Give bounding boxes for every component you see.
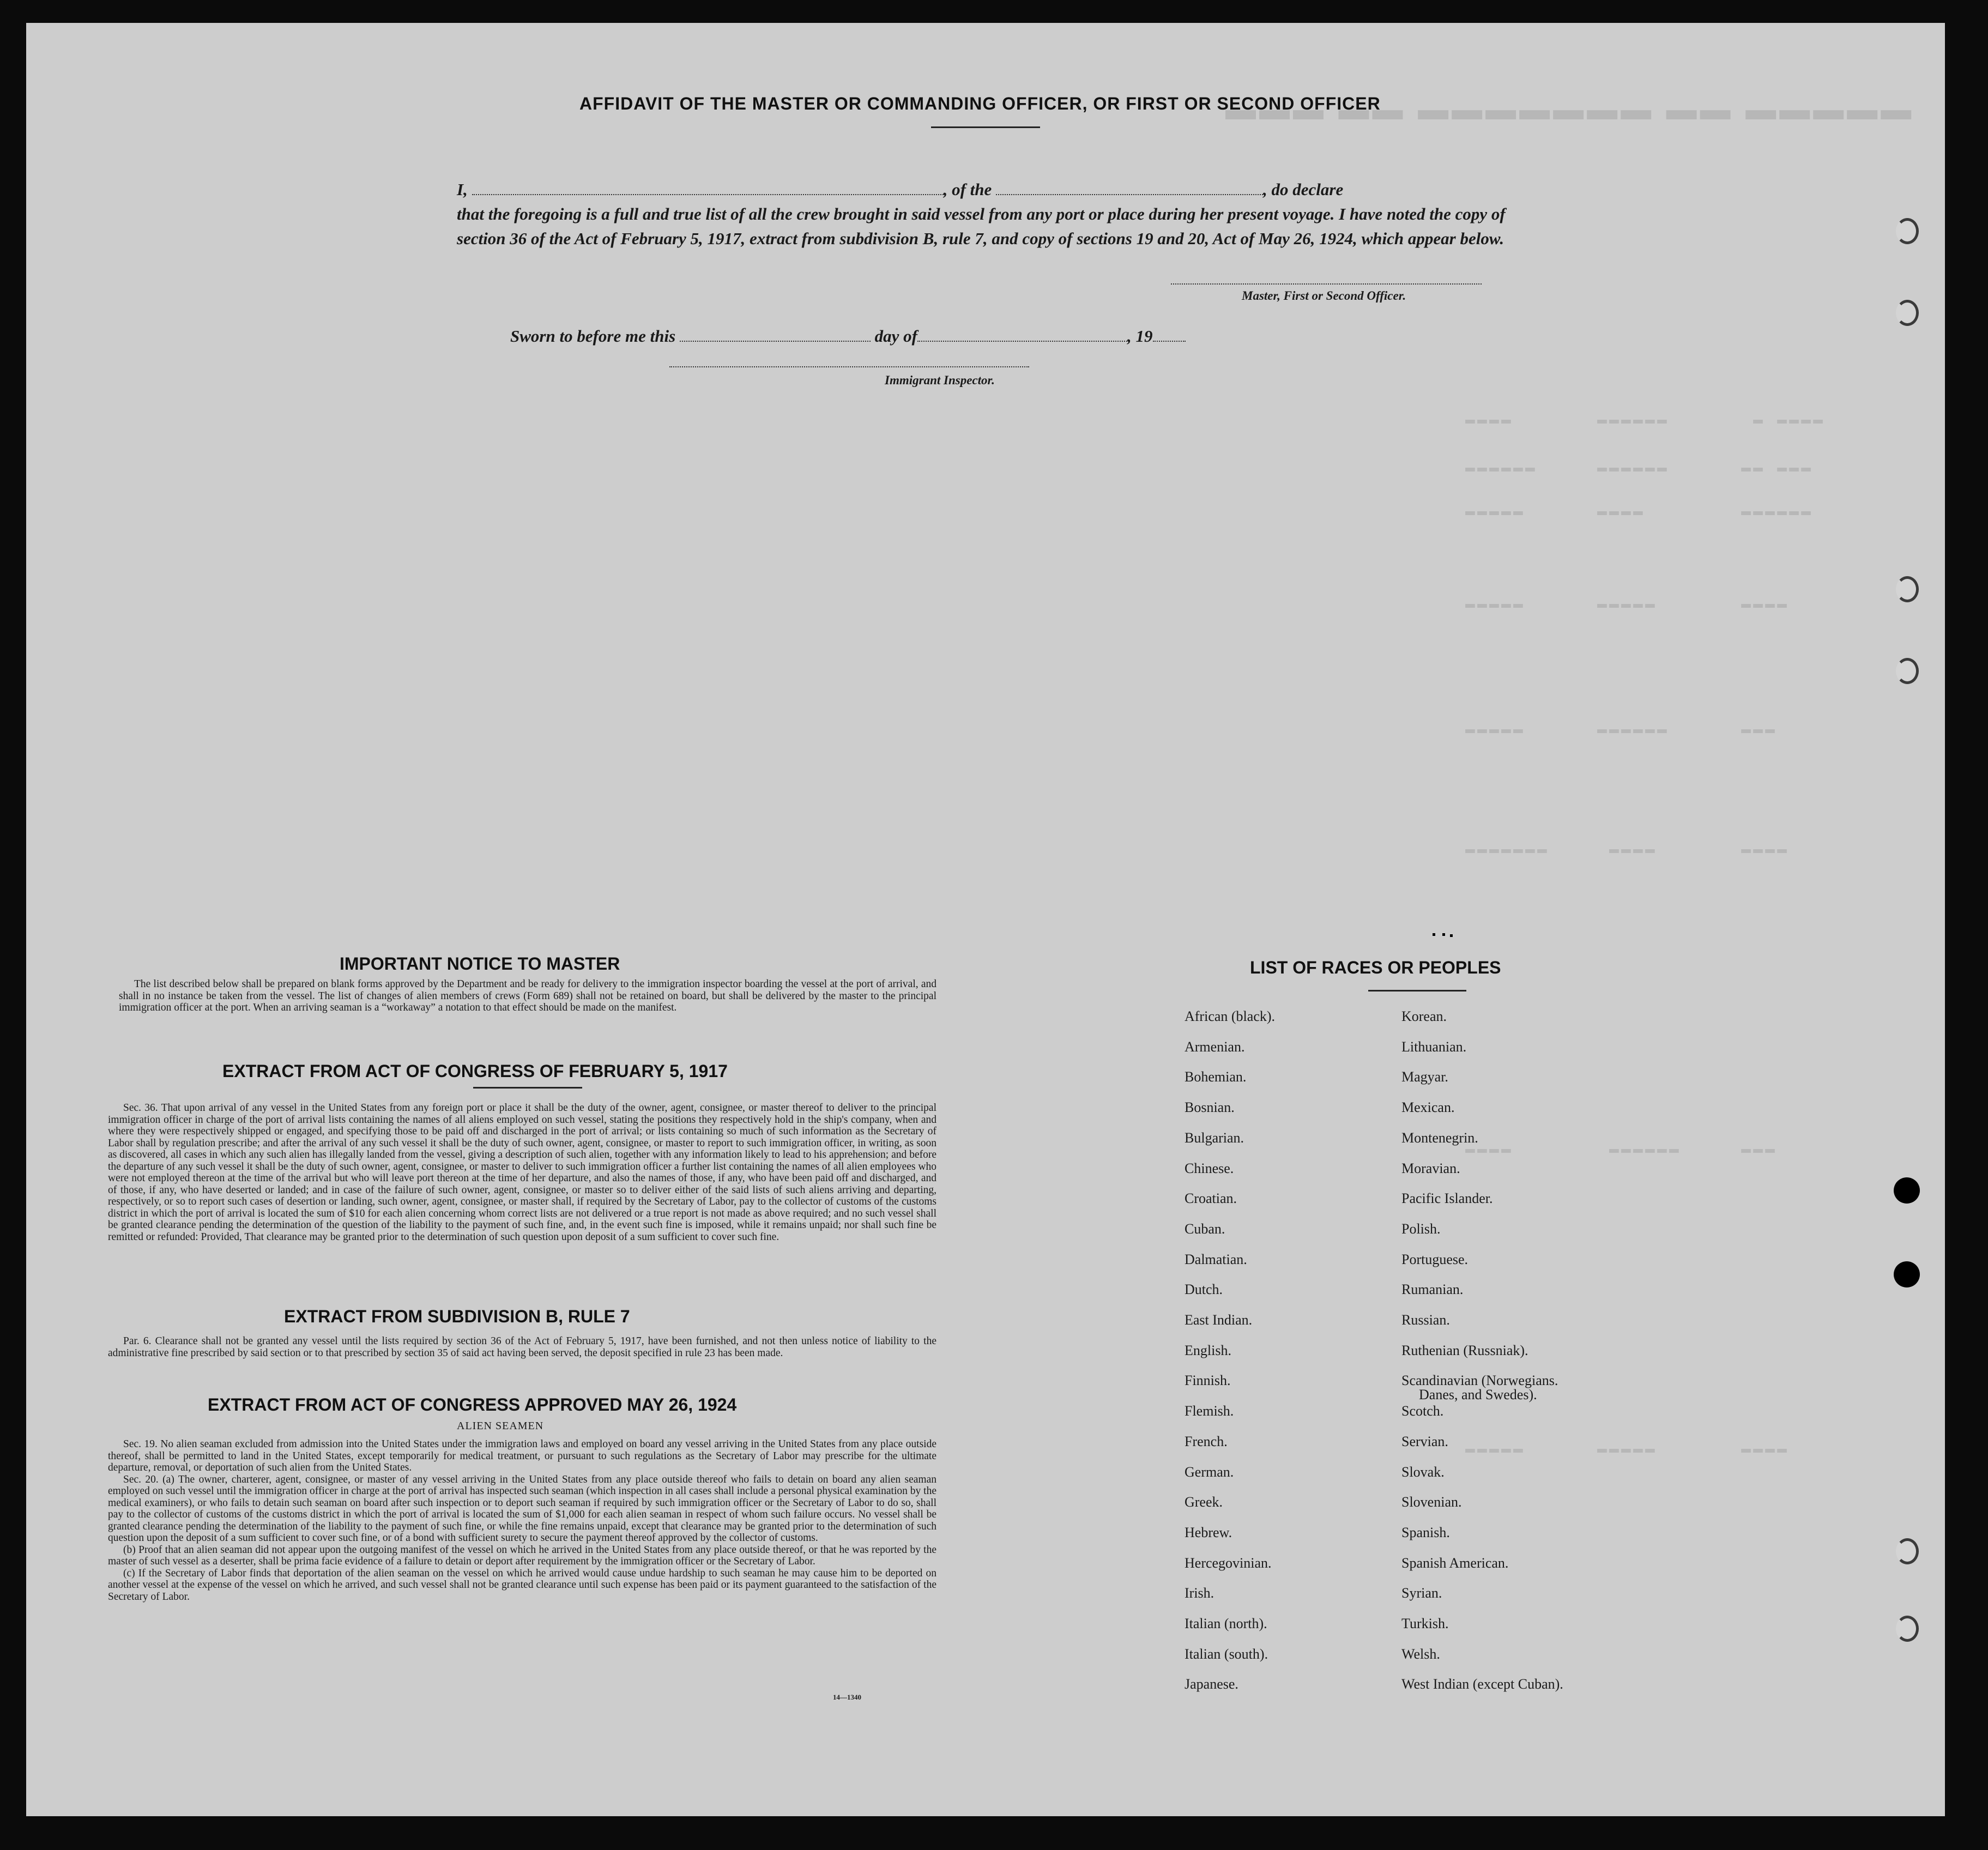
- race-item: Irish.: [1185, 1585, 1214, 1601]
- bleed-through-row: ▬▬▬▬ ▬▬▬▬▬▬ ▬▬▬: [1465, 1140, 1778, 1159]
- sec36-paragraph: Sec. 36. That upon arrival of any vessel in the United States from any foreign port or place it shall be the duty of the owner, agent, consignee, or master thereof to deliver to the principal immigration officer in charge of the port of arrival lists containing the names of all aliens employed on such vessel, stating the positions they respectively hold in the ship's company, when and where they were respectively shipped or engaged, and specifying those to be paid off and discharged in the port of arrival; or lists containing so much of such information as the Secretary of Labor shall by regulation prescribe; and after the arrival of any such vessel it shall be the duty of such owner, agent, consignee, or master to report to such immigration officer, in writing, as soon as discovered, all cases in which any such alien has illegally landed from the vessel, giving a description of such alien, together with any information likely to lead to his apprehension; and before the departure of any such vessel it shall be the duty of such owner, agent, consignee, or master to deliver to such immigration officer a further list containing the names of all alien employees who were not employed thereon at the time of the arrival but who will leave port thereon at the time of her departure, and also the names of those, if any, who have been paid off and discharged, and of those, if any, who have deserted or landed; and in case of the failure of such owner, agent, consignee, or master so to deliver either of the said lists of such aliens arriving and departing, respectively, or so to report such cases of desertion or landing, such owner, agent, consignee, or master shall, if required by the Secretary of Labor, pay to the collector of customs of the customs district in which the port of arrival is located the sum of $10 for each alien concerning whom correct lists are not delivered or a true report is not made as above required; and no such vessel shall be granted clearance pending the determination of the question of the liability to the payment of such fine, and, in the event such fine is imposed, while it remains unpaid; nor shall such fine be remitted or refunded: Provided, That clearance may be granted prior to the determination of such question upon deposit of a sum sufficient to cover such fine.: [108, 1102, 936, 1243]
- race-item: Flemish.: [1185, 1403, 1234, 1419]
- bleed-through-row: ▬▬▬▬▬▬ ▬▬▬▬▬▬ ▬▬ ▬▬▬: [1465, 459, 1814, 477]
- race-item: Pacific Islander.: [1401, 1190, 1493, 1206]
- binder-hole-icon: [1894, 1261, 1920, 1287]
- binder-hole-icon: [1896, 1616, 1919, 1642]
- affidavit-i: I,: [457, 180, 468, 199]
- race-item: Welsh.: [1401, 1646, 1440, 1662]
- race-item: Italian (north).: [1185, 1616, 1267, 1631]
- vessel-blank[interactable]: [996, 183, 1263, 195]
- sworn-day-of: day of: [874, 327, 917, 346]
- race-item: Moravian.: [1401, 1160, 1460, 1176]
- bleed-through-row: ▬▬▬▬ ▬▬▬▬▬▬ ▬ ▬▬▬▬: [1465, 411, 1826, 430]
- sec19-paragraph: Sec. 19. No alien seaman excluded from admission into the United States under the immigration laws and employed on board any vessel arriving in the United States from any place outside thereof, shall be permitted to land in the United States, except temporarily for medical treatment, or pursuant to such regulations as the Secretary of Labor may prescribe for the ultimate departure, removal, or deportation of such alien from the United States.: [108, 1438, 936, 1473]
- race-item: Bohemian.: [1185, 1069, 1247, 1085]
- affidavit-declare: , do declare: [1263, 180, 1344, 199]
- race-item: Korean.: [1401, 1008, 1447, 1024]
- race-item: Chinese.: [1185, 1160, 1234, 1176]
- bleed-through-row: ▬▬▬▬▬ ▬▬▬▬▬ ▬▬▬▬: [1465, 1440, 1790, 1459]
- race-item: Scandinavian (Norwegians.: [1401, 1373, 1558, 1388]
- race-item: Spanish American.: [1401, 1555, 1509, 1571]
- par6-paragraph: Par. 6. Clearance shall not be granted any vessel until the lists required by section 36 of the Act of February 5, 1917, have been furnished, and not then unless notice of liability to the administrative fine prescribed by said section or to that prescribed by section 35 of said act having been served, the deposit specified in rule 23 has been made.: [108, 1335, 936, 1359]
- race-item: Mexican.: [1401, 1099, 1455, 1115]
- notice-title: IMPORTANT NOTICE TO MASTER: [340, 954, 620, 974]
- race-item: Dutch.: [1185, 1281, 1223, 1297]
- binder-hole-icon: [1896, 576, 1919, 602]
- affidavit-title: AFFIDAVIT OF THE MASTER OR COMMANDING OFFICER, OR FIRST OR SECOND OFFICER: [579, 94, 1381, 113]
- race-item: English.: [1185, 1343, 1231, 1358]
- affidavit-body-text: that the foregoing is a full and true list of all the crew brought in said vessel from any port or place during her present voyage. I have noted the copy of section 36 of the Act of February 5, 1917, extract from subdivision B, rule 7, and copy of sections 19 and 20, Act of May 26, 1924, which appear below.: [457, 204, 1506, 248]
- document-sheet: [26, 23, 1945, 1816]
- race-item: Croatian.: [1185, 1190, 1237, 1206]
- race-item: West Indian (except Cuban).: [1401, 1676, 1563, 1692]
- race-item: Lithuanian.: [1401, 1039, 1467, 1055]
- race-item: Cuban.: [1185, 1221, 1225, 1237]
- scan-speck: [1442, 933, 1445, 936]
- extract-1917-text: [108, 1102, 936, 1243]
- race-item: Ruthenian (Russniak).: [1401, 1343, 1528, 1358]
- races-title: LIST OF RACES OR PEOPLES: [1250, 958, 1501, 977]
- sec20a-paragraph: Sec. 20. (a) The owner, charterer, agent, consignee, or master of any vessel arriving in the United States from any place outside thereof who fails to detain on board any alien seaman employed on such vessel until the immigration officer in charge at the port of arrival has inspected such seaman (which inspection in all cases shall include a personal physical examination by the medical examiners), or who fails to detain such seaman on board after such inspection or to deport such seaman if required by such immigration officer or the Secretary of Labor to do so, shall pay to the collector of customs of the customs district in which the port of arrival is located the sum of $1,000 for each alien seaman in respect of whom such failure occurs. No vessel shall be granted clearance pending the determination of the liability to the payment of such fine, or while the fine remains unpaid, except that clearance may be granted prior to the determination of such question upon the deposit of a sum sufficient to cover such fine, or of a bond with sufficient surety to secure the payment thereof approved by the collector of customs.: [108, 1473, 936, 1544]
- sworn-line: [510, 327, 1186, 346]
- races-underline: [1368, 990, 1466, 991]
- race-item: Slovak.: [1401, 1464, 1445, 1480]
- extract-1924-text: [108, 1438, 936, 1603]
- race-item: Magyar.: [1401, 1069, 1448, 1085]
- race-item: Greek.: [1185, 1494, 1223, 1510]
- inspector-label: Immigrant Inspector.: [885, 373, 995, 387]
- race-item: Armenian.: [1185, 1039, 1245, 1055]
- bleed-through-row: ▬▬▬▬▬ ▬▬▬▬▬ ▬▬▬▬: [1465, 595, 1790, 614]
- bleed-through-row: ▬▬▬▬▬▬▬ ▬▬▬▬ ▬▬▬▬: [1465, 841, 1790, 859]
- extract-1917-underline: [473, 1087, 582, 1089]
- race-item: Hebrew.: [1185, 1525, 1232, 1540]
- race-item: Montenegrin.: [1401, 1130, 1478, 1146]
- race-item: Scotch.: [1401, 1403, 1444, 1419]
- extract-1924-title: EXTRACT FROM ACT OF CONGRESS APPROVED MAY 26, 1924: [208, 1395, 737, 1414]
- binder-hole-icon: [1896, 218, 1919, 244]
- race-item: Slovenian.: [1401, 1494, 1462, 1510]
- extract-rule7-text: [108, 1335, 936, 1359]
- title-underline: [931, 126, 1040, 128]
- race-item: Rumanian.: [1401, 1281, 1464, 1297]
- sworn-month-blank[interactable]: [917, 330, 1127, 342]
- race-item: Spanish.: [1401, 1525, 1450, 1540]
- race-item: Dalmatian.: [1185, 1252, 1247, 1267]
- binder-hole-icon: [1896, 1538, 1919, 1564]
- master-signature-label: Master, First or Second Officer.: [1242, 289, 1406, 303]
- bleed-through-row: ▬▬▬▬▬ ▬▬▬▬ ▬▬▬▬▬▬: [1465, 503, 1814, 521]
- alien-seamen-subtitle: ALIEN SEAMEN: [457, 1420, 544, 1432]
- notice-text: [119, 978, 936, 1014]
- race-item: Polish.: [1401, 1221, 1441, 1237]
- race-item: Servian.: [1401, 1434, 1448, 1449]
- race-item: Bulgarian.: [1185, 1130, 1244, 1146]
- race-item: Russian.: [1401, 1312, 1450, 1328]
- scan-speck: [1433, 933, 1435, 936]
- binder-hole-icon: [1896, 658, 1919, 684]
- race-item: Turkish.: [1401, 1616, 1449, 1631]
- race-item: Italian (south).: [1185, 1646, 1268, 1662]
- race-item: French.: [1185, 1434, 1228, 1449]
- extract-1917-title: EXTRACT FROM ACT OF CONGRESS OF FEBRUARY 5, 1917: [222, 1061, 728, 1081]
- sworn-prefix: Sworn to before me this: [510, 327, 676, 346]
- extract-rule7-title: EXTRACT FROM SUBDIVISION B, RULE 7: [284, 1307, 630, 1326]
- sec20b-paragraph: (b) Proof that an alien seaman did not appear upon the outgoing manifest of the vessel on which he arrived in the United States from any place outside thereof, or that he was reported by the master of such vessel as a deserter, shall be prima facie evidence of a failure to detain or deport after requirement by the immigration officer or the Secretary of Labor.: [108, 1544, 936, 1567]
- sec20c-paragraph: (c) If the Secretary of Labor finds that deportation of the alien seaman on the vessel on which he arrived would cause undue hardship to such seaman he may cause him to be deported on another vessel at the expense of the vessel on which he arrived, and such vessel shall not be granted clearance until such expense has been paid or its payment guaranteed to the satisfaction of the Secretary of Labor.: [108, 1567, 936, 1603]
- race-item: Hercegovinian.: [1185, 1555, 1272, 1571]
- scan-speck: [1450, 934, 1453, 937]
- race-item: Danes, and Swedes).: [1419, 1387, 1537, 1402]
- race-item: Bosnian.: [1185, 1099, 1235, 1115]
- race-item: African (black).: [1185, 1008, 1276, 1024]
- bleed-through-row: ▬▬▬▬▬ ▬▬▬▬▬▬ ▬▬▬: [1465, 721, 1778, 739]
- sworn-day-blank[interactable]: [680, 330, 871, 342]
- race-item: Japanese.: [1185, 1676, 1238, 1692]
- binder-hole-icon: [1896, 300, 1919, 326]
- binder-hole-icon: [1894, 1177, 1920, 1204]
- race-item: German.: [1185, 1464, 1234, 1480]
- race-item: East Indian.: [1185, 1312, 1253, 1328]
- race-item: Portuguese.: [1401, 1252, 1469, 1267]
- notice-paragraph: The list described below shall be prepared on blank forms approved by the Department and be ready for delivery to the immigration inspector boarding the vessel at the port of arrival, and shall in no instance be taken from the vessel. The list of changes of alien members of crews (Form 689) shall not be retained on board, but shall be delivered by the master to the principal immigration officer at the port. When an arriving seaman is a “workaway” a notation to that effect should be made on the manifest.: [119, 978, 936, 1013]
- bleed-through-title: ▬▬▬ ▬▬ ▬▬▬▬▬▬▬ ▬▬ ▬▬▬▬▬: [1225, 92, 1915, 126]
- sworn-year-blank[interactable]: [1153, 330, 1186, 342]
- form-number: 14—1340: [833, 1693, 861, 1701]
- affidavit-statement: [457, 177, 1558, 251]
- race-item: Syrian.: [1401, 1585, 1442, 1601]
- affidavit-of-the: , of the: [943, 180, 992, 199]
- sworn-year: , 19: [1127, 327, 1153, 346]
- inspector-signature-line[interactable]: [669, 366, 1029, 367]
- name-blank[interactable]: [472, 183, 944, 195]
- master-signature-line[interactable]: [1171, 283, 1482, 285]
- race-item: Finnish.: [1185, 1373, 1231, 1388]
